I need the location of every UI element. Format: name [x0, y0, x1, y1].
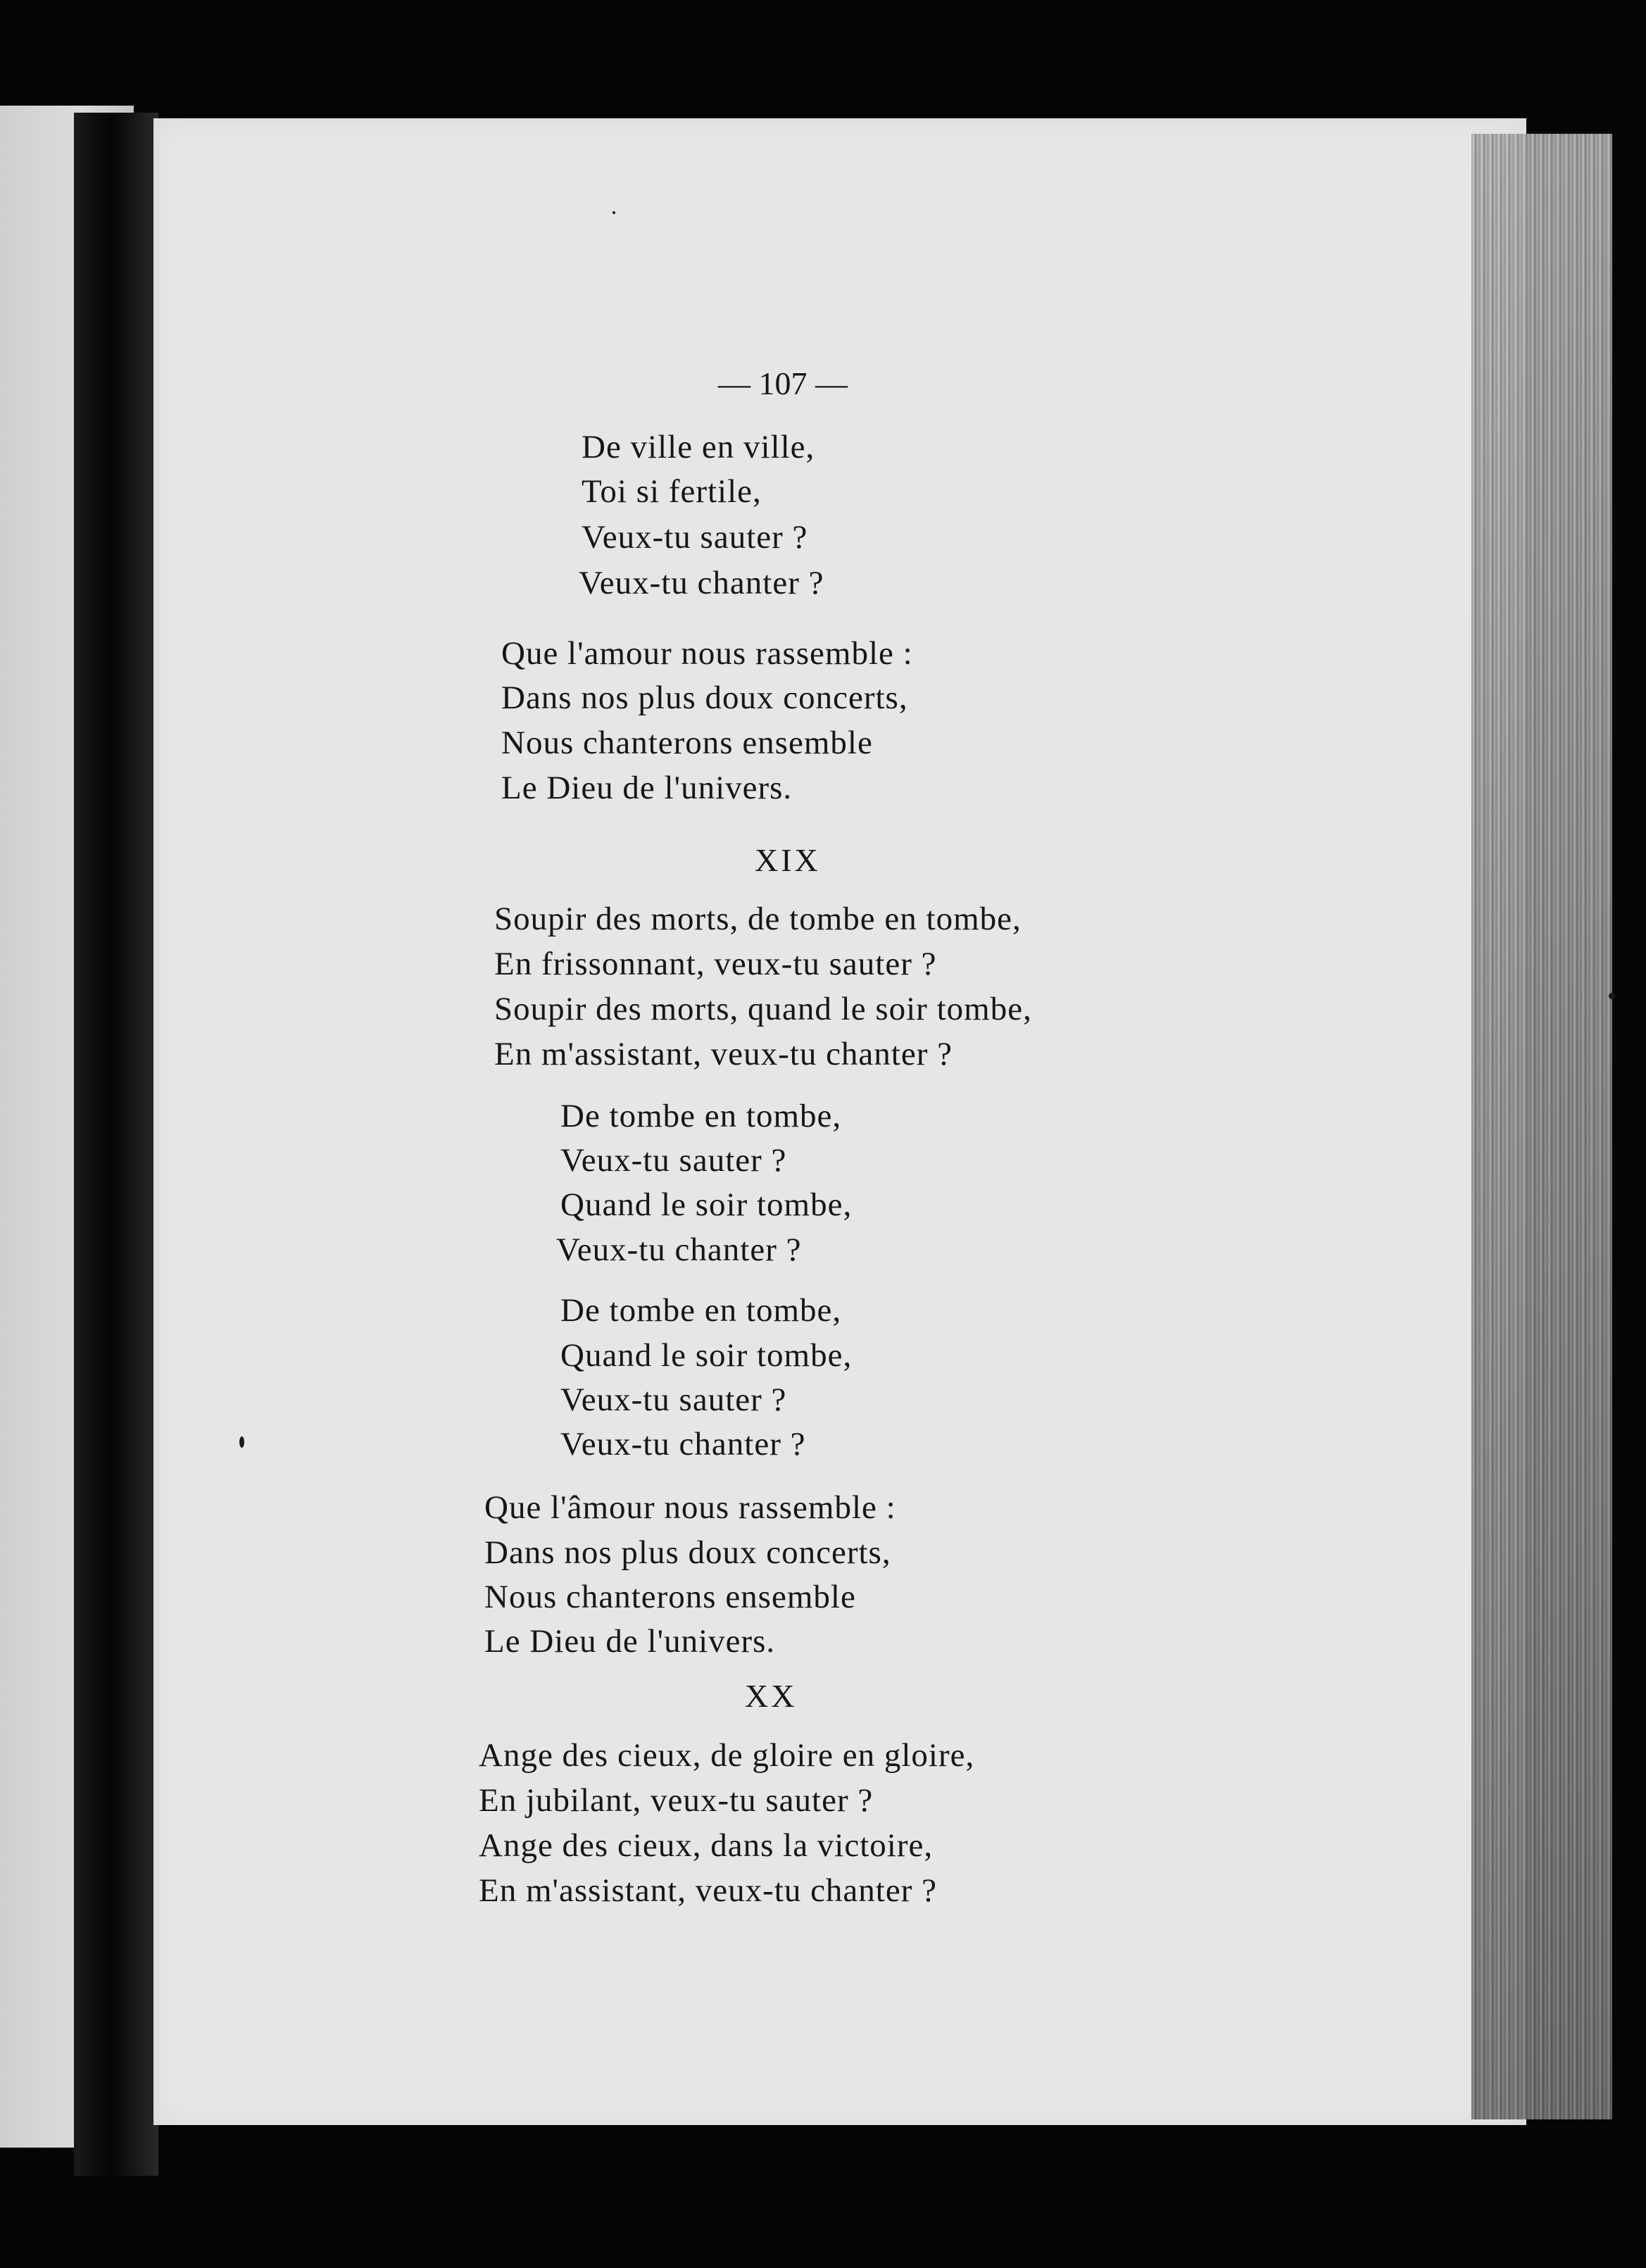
verse-line: En m'assistant, veux-tu chanter ?	[494, 1036, 953, 1072]
verse-line: Soupir des morts, quand le soir tombe,	[494, 991, 1032, 1027]
chorus-line: Dans nos plus doux concerts,	[484, 1534, 891, 1571]
refrain-line: Quand le soir tombe,	[560, 1186, 853, 1223]
chorus-line: Le Dieu de l'univers.	[501, 770, 793, 806]
refrain-line: Toi si fertile,	[582, 473, 762, 510]
refrain-line: Veux-tu sauter ?	[582, 519, 808, 556]
refrain-line: Veux-tu chanter ?	[560, 1426, 806, 1462]
refrain-line: De tombe en tombe,	[560, 1098, 842, 1134]
refrain-line: De ville en ville,	[582, 429, 815, 465]
refrain-line: Veux-tu chanter ?	[556, 1232, 802, 1268]
refrain-line: Quand le soir tombe,	[560, 1337, 853, 1374]
chorus-line: Le Dieu de l'univers.	[484, 1623, 776, 1660]
refrain-line: Veux-tu sauter ?	[560, 1142, 787, 1179]
refrain-line: De tombe en tombe,	[560, 1292, 842, 1329]
verse-line: En frissonnant, veux-tu sauter ?	[494, 946, 937, 982]
page-number: — 107 —	[718, 365, 848, 401]
chorus-line: Nous chanterons ensemble	[501, 725, 873, 761]
chorus-line: Que l'âmour nous rassemble :	[484, 1489, 896, 1526]
verse-line: En m'assistant, veux-tu chanter ?	[479, 1872, 937, 1909]
verse-line: Ange des cieux, dans la victoire,	[479, 1827, 934, 1864]
verse-line: En jubilant, veux-tu sauter ?	[479, 1782, 874, 1819]
refrain-line: Veux-tu sauter ?	[560, 1382, 787, 1418]
chorus-line: Dans nos plus doux concerts,	[501, 679, 908, 716]
section-heading: XIX	[755, 842, 821, 878]
chorus-line: Que l'amour nous rassemble :	[501, 635, 913, 672]
refrain-line: Veux-tu chanter ?	[579, 565, 824, 601]
verse-line: Ange des cieux, de gloire en gloire,	[479, 1737, 975, 1774]
chorus-line: Nous chanterons ensemble	[484, 1579, 856, 1615]
verse-line: Soupir des morts, de tombe en tombe,	[494, 901, 1022, 937]
section-heading: XX	[745, 1678, 798, 1714]
